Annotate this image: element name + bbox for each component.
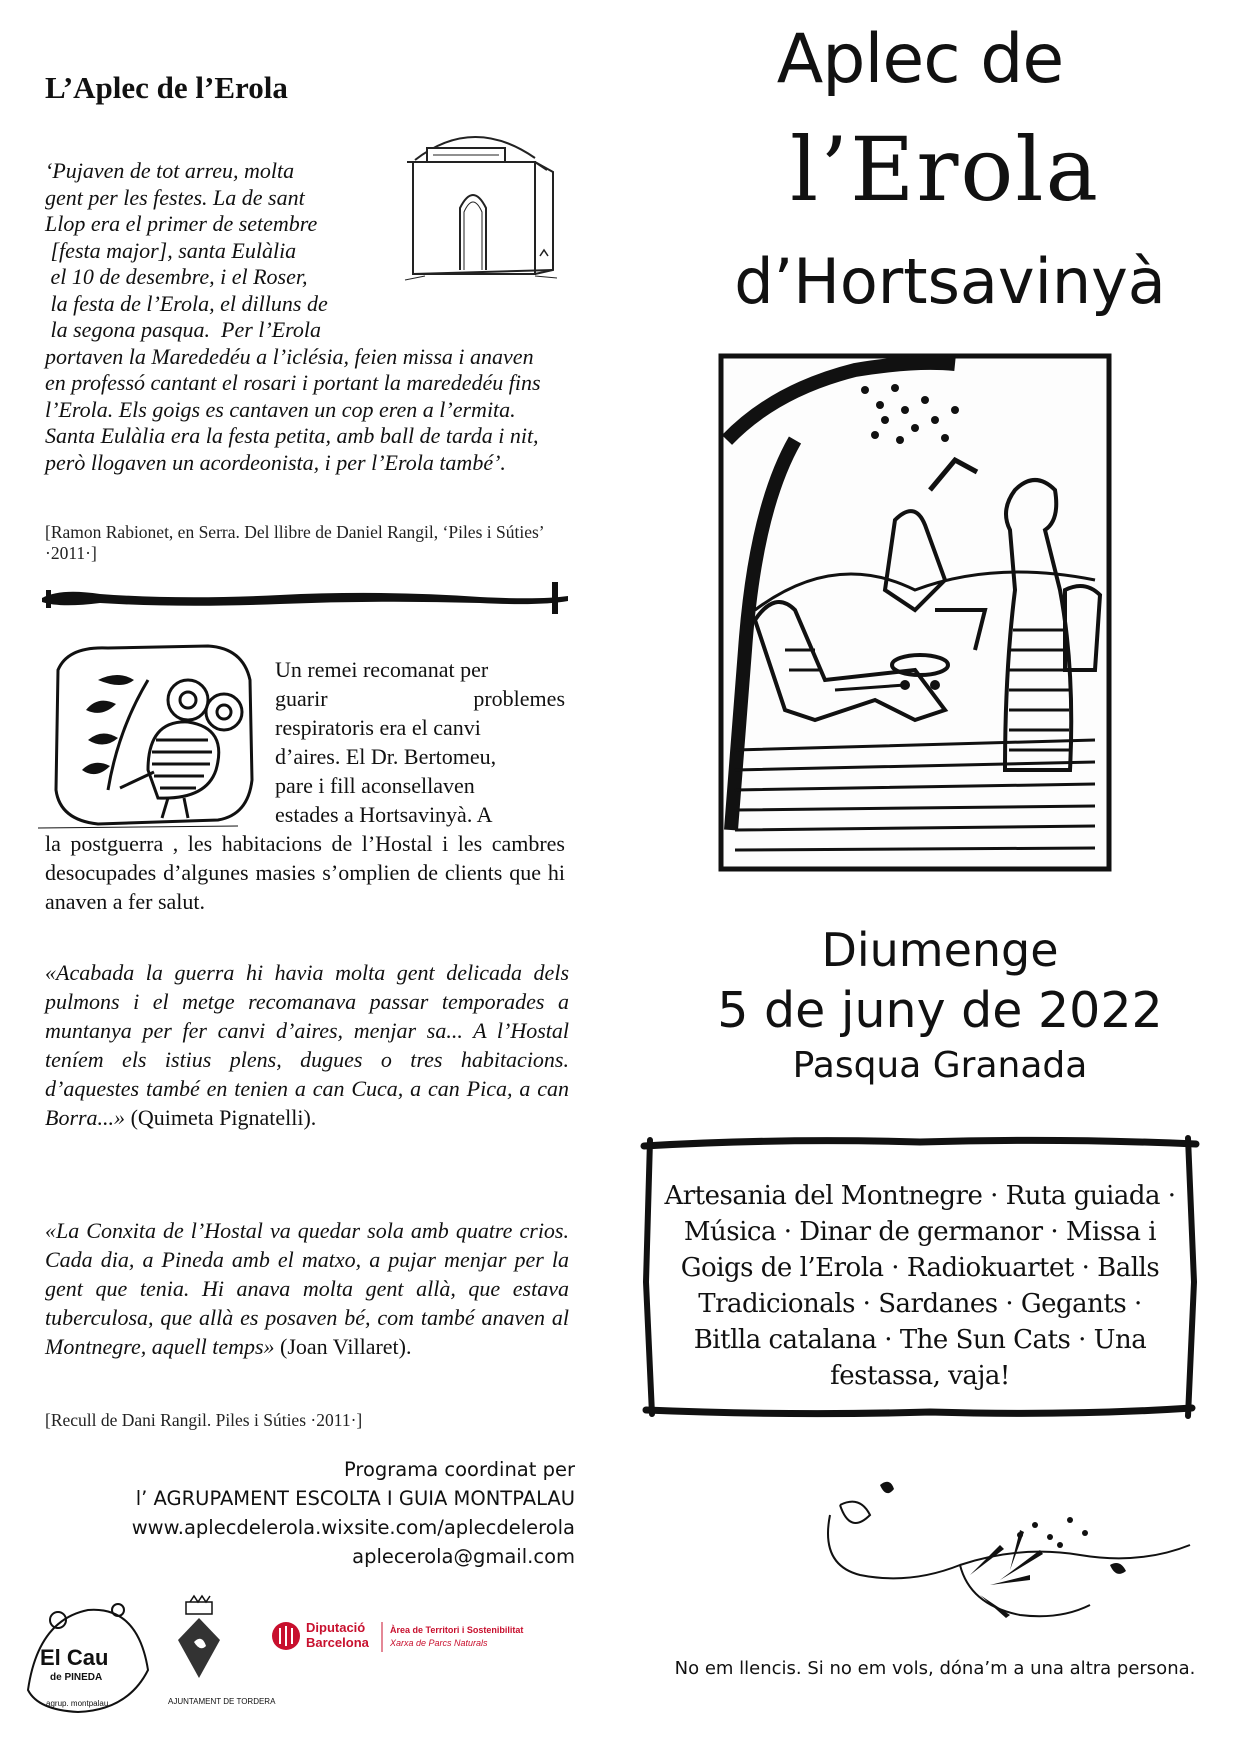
remedy-line: estades a Hortsavinyà. A (275, 802, 493, 827)
area-line2: Xarxa de Parcs Naturals (390, 1638, 488, 1648)
website-link[interactable]: www.aplecdelerola.wixsite.com/aplecdelerola (131, 1516, 575, 1539)
sponsor-logos (18, 1580, 618, 1720)
section-title: L’Aplec de l’Erola (45, 70, 288, 105)
quote-line: gent per les festes. La de sant (45, 184, 305, 210)
cau-pineda-logo (28, 1604, 148, 1712)
event-title-line2: l’Erola (790, 118, 1101, 221)
event-date: 5 de juny de 2022 (717, 982, 1163, 1039)
quote-author: (Quimeta Pignatelli). (125, 1105, 317, 1130)
remedy-paragraph (45, 655, 565, 916)
event-title-line3: d’Hortsavinyà (734, 245, 1166, 318)
remedy-line: pare i fill aconsellaven (275, 773, 475, 798)
quote-continuation: portaven la Marededéu a l’iclésia, feien missa i anaven en professó cantant el rosari i portant la marededéu fins l’Erola. Els goigs es cantaven un cop eren a l’ermita. Santa Eulàlia era la festa petita, amb ball de tarda i nit, però llogaven un acordeonista, i per l’Erola també’. (45, 343, 541, 475)
remedy-continuation: la postguerra , les habitacions de l’Hostal i les cambres desocupades d’algunes masies s’omplien de clients que hi anaven a fer salut. (45, 831, 565, 914)
remedy-line: guarir problemes (275, 686, 565, 711)
woodcut-illustration (715, 350, 1115, 875)
organizer-name: l’ AGRUPAMENT ESCOLTA I GUIA MONTPALAU (135, 1487, 575, 1510)
activities-box (640, 1132, 1200, 1422)
program-line: Programa coordinat per (343, 1458, 575, 1481)
quote-line: la festa de l’Erola, el dilluns de (45, 290, 328, 316)
quote-line: [festa major], santa Eulàlia (45, 237, 297, 263)
cau-line3: agrup. montpalau (46, 1699, 109, 1708)
quote-line: el 10 de desembre, i el Roser, (45, 264, 308, 289)
pignatelli-quote (45, 958, 569, 1132)
quote-text: «La Conxita de l’Hostal va quedar sola amb quatre crios. Cada dia, a Pineda amb el matxo, a pujar menjar per la gent que tenia. Hi anava molta gent allà, que estava tuberculosa, que allà es posaven bé, com també anaven al Montnegre, aquell temps» (45, 1218, 569, 1359)
email-link[interactable]: aplecerola@gmail.com (352, 1545, 575, 1568)
remedy-line: Un remei recomanat per (275, 657, 489, 682)
brush-divider (40, 578, 570, 618)
cau-line1: El Cau (40, 1645, 109, 1670)
diputacio-logo (272, 1620, 523, 1652)
villaret-quote (45, 1216, 569, 1361)
activities-list: Artesania del Montnegre · Ruta guiada · Música · Dinar de germanor · Missa i Goigs de l’Erola · Radiokuartet · Balls Tradicionals · Sardanes · Gegants · Bitlla catalana · The Sun Cats · Una festassa, vaja! (664, 1181, 1176, 1391)
quote-line: la segona pasqua. Per l’Erola (45, 317, 321, 342)
event-date-block (660, 920, 1220, 1090)
remedy-line: respiratoris era el canvi (275, 715, 481, 740)
quote-author: (Joan Villaret). (274, 1334, 412, 1359)
testimony-quote (45, 158, 545, 476)
program-credits (70, 1455, 575, 1571)
tordera-label: AJUNTAMENT DE TORDERA (168, 1697, 276, 1706)
event-day: Diumenge (821, 923, 1059, 977)
diputacio-line1: Diputació (306, 1620, 366, 1635)
quote-line: ‘Pujaven de tot arreu, molta (45, 158, 295, 183)
tordera-logo (168, 1596, 276, 1706)
event-occasion: Pasqua Granada (792, 1045, 1088, 1086)
cau-line2: de PINEDA (50, 1672, 103, 1683)
area-line1: Àrea de Territori i Sostenibilitat (390, 1625, 524, 1635)
diputacio-line2: Barcelona (306, 1635, 369, 1650)
quote-text: «Acabada la guerra hi havia molta gent delicada dels pulmons i el metge recomanava passar temporades a muntanya per fer canvi d’aires, menjar sa... A l’Hostal teníem els istius plens, dugues o tres habitacions. d’aquestes també en tenien a can Cuca, a can Pica, a can Borra...» (45, 960, 569, 1130)
event-title-line1: Aplec de (776, 20, 1064, 99)
floral-flourish (820, 1475, 1200, 1635)
remedy-line: d’aires. El Dr. Bertomeu, (275, 744, 497, 769)
quote-line: Llop era el primer de setembre (45, 211, 318, 236)
quote-source: [Recull de Dani Rangil. Piles i Súties ·2011·] (45, 1410, 363, 1430)
quote-source: [Ramon Rabionet, en Serra. Del llibre de Daniel Rangil, ‘Piles i Súties’ ·2011·] (45, 522, 544, 563)
recycle-note: No em llencis. Si no em vols, dóna’m a una altra persona. (674, 1658, 1196, 1679)
